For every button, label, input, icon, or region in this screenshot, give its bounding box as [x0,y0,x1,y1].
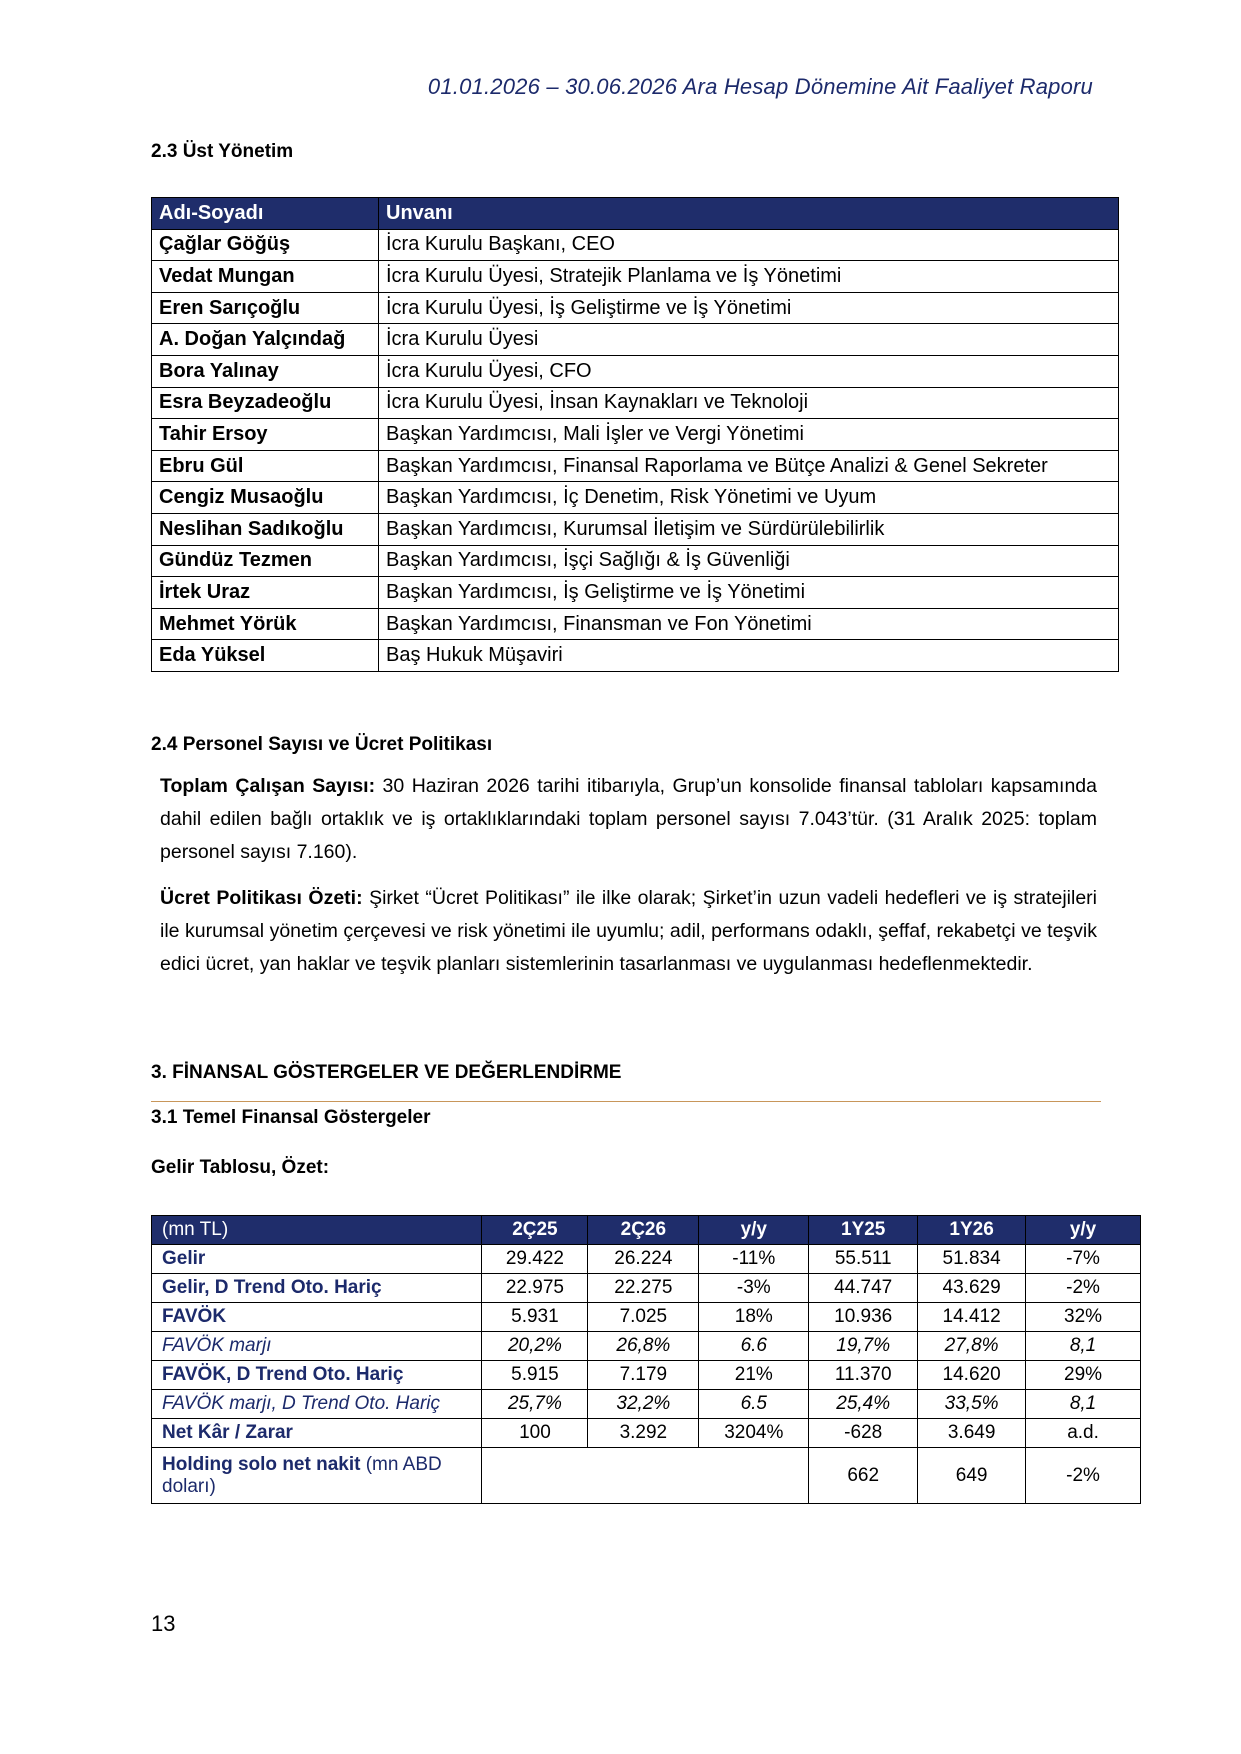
executive-name: Çağlar Göğüş [152,229,379,261]
income-row [152,1245,1141,1274]
management-row [152,450,1119,482]
income-cell: 43.629 [918,1274,1026,1303]
income-cell: 55.511 [809,1245,918,1274]
employee-count-text: 30 Haziran 2026 tarihi itibarıyla, Grup’un konsolide finansal tabloları kapsamında dahil edilen bağlı ortaklık ve iş ortaklıklarındaki toplam personel sayısı 7.043’tür. (31 Aralık 2025: toplam personel sayısı 7.160). [160,775,1097,863]
section-3-title: 3. FİNANSAL GÖSTERGELER VE DEĞERLENDİRME [151,1062,622,1083]
section-2-4-title: 2.4 Personel Sayısı ve Ücret Politikası [151,734,493,755]
income-cell: 14.620 [918,1361,1026,1390]
management-row [152,324,1119,356]
management-row [152,261,1119,293]
holding-cash-label: Holding solo net nakit [162,1453,361,1475]
income-cell: 25,7% [482,1390,588,1419]
executive-name: İrtek Uraz [152,577,379,609]
income-cell: 5.931 [482,1303,588,1332]
management-table-header [152,198,1119,230]
management-row [152,545,1119,577]
executive-title: İcra Kurulu Üyesi, İnsan Kaynakları ve Teknoloji [379,387,1119,419]
income-cell: 649 [918,1448,1026,1504]
section-3-1-title: 3.1 Temel Finansal Göstergeler [151,1107,431,1128]
income-cell: 5.915 [482,1361,588,1390]
income-col-header: 1Y25 [809,1216,918,1245]
executive-name: Ebru Gül [152,450,379,482]
income-cell: 8,1 [1026,1332,1141,1361]
pay-policy-text: Şirket “Ücret Politikası” ile ilke olarak; Şirket’in uzun vadeli hedefleri ve iş stratejileri ile kurumsal yönetim çerçevesi ve risk yönetimi ile uyumlu; adil, performans odaklı, şeffaf, rekabetçi ve teşvik edici ücret, yan haklar ve teşvik planları sistemlerinin tasarlanması ve uygulanması hedeflenmektedir. [160,887,1097,975]
income-row-label: Gelir [152,1245,482,1274]
income-cell: 32,2% [588,1390,699,1419]
management-row [152,482,1119,514]
executive-title: Başkan Yardımcısı, Kurumsal İletişim ve Sürdürülebilirlik [379,513,1119,545]
management-row [152,640,1119,672]
income-row [152,1419,1141,1448]
income-cell: 11.370 [809,1361,918,1390]
executive-name: Gündüz Tezmen [152,545,379,577]
executive-name: A. Doğan Yalçındağ [152,324,379,356]
income-cell: 8,1 [1026,1390,1141,1419]
income-cell: 20,2% [482,1332,588,1361]
income-row-label: Net Kâr / Zarar [152,1419,482,1448]
income-row [152,1361,1141,1390]
management-row [152,419,1119,451]
income-table-header [152,1216,1141,1245]
income-cell: -628 [809,1419,918,1448]
income-cell: 100 [482,1419,588,1448]
executive-title: Başkan Yardımcısı, İç Denetim, Risk Yönetimi ve Uyum [379,482,1119,514]
income-row-label: FAVÖK marjı, D Trend Oto. Hariç [152,1390,482,1419]
income-cell: 3.292 [588,1419,699,1448]
page-number: 13 [151,1611,176,1636]
management-row [152,513,1119,545]
management-row [152,387,1119,419]
income-cell: 51.834 [918,1245,1026,1274]
income-cell: 44.747 [809,1274,918,1303]
executive-title: İcra Kurulu Üyesi, İş Geliştirme ve İş Yönetimi [379,292,1119,324]
income-cell: 22.975 [482,1274,588,1303]
executive-title: Başkan Yardımcısı, Finansal Raporlama ve Bütçe Analizi & Genel Sekreter [379,450,1119,482]
section-divider [151,1101,1101,1102]
income-col-header: 2Ç26 [588,1216,699,1245]
executive-title: Başkan Yardımcısı, Finansman ve Fon Yönetimi [379,608,1119,640]
income-cell: 25,4% [809,1390,918,1419]
income-cell: 19,7% [809,1332,918,1361]
income-cell: 26.224 [588,1245,699,1274]
executive-name: Vedat Mungan [152,261,379,293]
income-cell: 33,5% [918,1390,1026,1419]
income-cell: 3.649 [918,1419,1026,1448]
income-col-header: y/y [699,1216,809,1245]
management-row [152,355,1119,387]
income-cell: 32% [1026,1303,1141,1332]
income-row-label: FAVÖK, D Trend Oto. Hariç [152,1361,482,1390]
employee-count-paragraph [160,770,1097,869]
executive-title: İcra Kurulu Üyesi, Stratejik Planlama ve İş Yönetimi [379,261,1119,293]
income-cell: 27,8% [918,1332,1026,1361]
income-cell: 22.275 [588,1274,699,1303]
income-row-holding-cash [152,1448,1141,1504]
income-cell: 6.6 [699,1332,809,1361]
executive-title: İcra Kurulu Üyesi, CFO [379,355,1119,387]
executive-name: Bora Yalınay [152,355,379,387]
employee-count-label: Toplam Çalışan Sayısı: [160,775,376,797]
executive-title: Başkan Yardımcısı, İşçi Sağlığı & İş Güvenliği [379,545,1119,577]
income-cell: 29.422 [482,1245,588,1274]
income-cell: 662 [809,1448,918,1504]
executive-title: Başkan Yardımcısı, İş Geliştirme ve İş Yönetimi [379,577,1119,609]
executive-name: Neslihan Sadıkoğlu [152,513,379,545]
income-row-label: FAVÖK marjı [152,1332,482,1361]
management-row [152,577,1119,609]
income-col-header: y/y [1026,1216,1141,1245]
executive-title: İcra Kurulu Başkanı, CEO [379,229,1119,261]
income-col-header: (mn TL) [152,1216,482,1245]
income-col-header: 1Y26 [918,1216,1026,1245]
income-cell: 14.412 [918,1303,1026,1332]
income-cell: 7.025 [588,1303,699,1332]
income-cell: 6.5 [699,1390,809,1419]
income-cell: -11% [699,1245,809,1274]
executive-title: İcra Kurulu Üyesi [379,324,1119,356]
col-name-header: Adı-Soyadı [152,198,379,230]
income-row [152,1390,1141,1419]
management-table [151,197,1119,672]
holding-cash-unit: (mn ABD doları) [162,1453,442,1497]
income-statement-title: Gelir Tablosu, Özet: [151,1157,330,1178]
section-2-3-title: 2.3 Üst Yönetim [151,141,294,162]
income-row [152,1274,1141,1303]
income-cell: 21% [699,1361,809,1390]
executive-name: Tahir Ersoy [152,419,379,451]
executive-title: Başkan Yardımcısı, Mali İşler ve Vergi Yönetimi [379,419,1119,451]
executive-name: Eren Sarıçoğlu [152,292,379,324]
income-cell: -7% [1026,1245,1141,1274]
income-row-label: FAVÖK [152,1303,482,1332]
executive-name: Mehmet Yörük [152,608,379,640]
income-cell: 26,8% [588,1332,699,1361]
income-cell: -2% [1026,1448,1141,1504]
management-row [152,608,1119,640]
income-cell: a.d. [1026,1419,1141,1448]
management-row [152,229,1119,261]
income-cell: 18% [699,1303,809,1332]
executive-name: Cengiz Musaoğlu [152,482,379,514]
income-cell: -2% [1026,1274,1141,1303]
pay-policy-paragraph [160,882,1097,981]
income-col-header: 2Ç25 [482,1216,588,1245]
report-header: 01.01.2026 – 30.06.2026 Ara Hesap Dönemine Ait Faaliyet Raporu [427,74,1093,99]
income-cell: 7.179 [588,1361,699,1390]
income-row [152,1303,1141,1332]
income-cell: 29% [1026,1361,1141,1390]
management-row [152,292,1119,324]
income-row-label: Gelir, D Trend Oto. Hariç [152,1274,482,1303]
empty-cell [482,1448,809,1504]
income-cell: -3% [699,1274,809,1303]
income-statement-table [151,1215,1141,1504]
col-title-header: Unvanı [379,198,1119,230]
income-row-label [152,1448,482,1504]
pay-policy-label: Ücret Politikası Özeti: [160,887,363,909]
executive-title: Baş Hukuk Müşaviri [379,640,1119,672]
executive-name: Eda Yüksel [152,640,379,672]
executive-name: Esra Beyzadeoğlu [152,387,379,419]
income-row [152,1332,1141,1361]
income-cell: 3204% [699,1419,809,1448]
income-cell: 10.936 [809,1303,918,1332]
